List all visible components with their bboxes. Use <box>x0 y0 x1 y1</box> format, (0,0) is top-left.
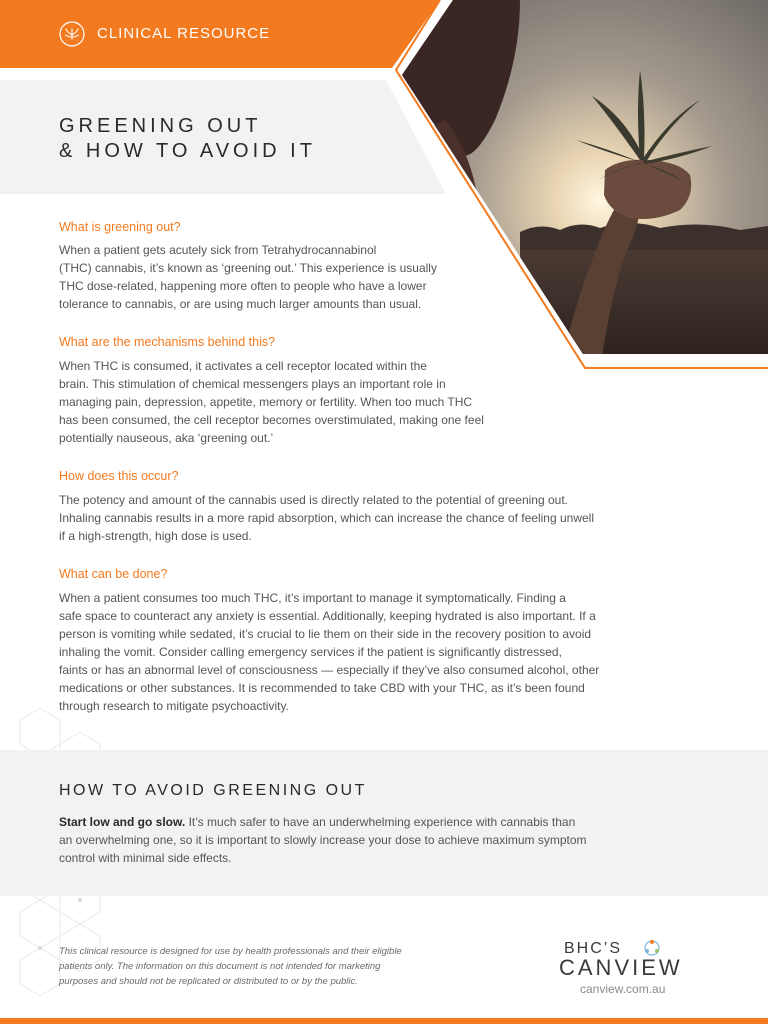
avoid-line-1 <box>59 813 587 831</box>
body-line: through research to mitigate psychoactivity. <box>59 699 289 713</box>
body-line: potentially nauseous, aka ‘greening out.’ <box>59 431 274 445</box>
page-title-line-1: GREENING OUT <box>59 115 262 137</box>
body-line: When THC is consumed, it activates a cell receptor located within the <box>59 359 427 373</box>
disclaimer <box>59 944 402 989</box>
brand-url: canview.com.au <box>580 982 666 996</box>
body-line: has been consumed, the cell receptor becomes overstimulated, making one feel <box>59 413 484 427</box>
body-line: Inhaling cannabis results in a more rapid absorption, which can increase the chance of feeling unwell <box>59 511 594 525</box>
body-line: (THC) cannabis, it’s known as ‘greening out.’ This experience is usually <box>59 261 437 275</box>
page-title-line-2: & HOW TO AVOID IT <box>59 140 316 162</box>
section-heading-how-occur: How does this occur? <box>59 469 179 483</box>
disclaimer-line: purposes and should not be replicated or distributed to or by the public. <box>59 976 358 987</box>
body-line: tolerance to cannabis, or are using much larger amounts than usual. <box>59 297 422 311</box>
avoid-line-1-rest: It’s much safer to have an underwhelming experience with cannabis than <box>185 815 576 829</box>
disclaimer-line: patients only. The information on this document is not intended for marketing <box>59 961 381 972</box>
section-body-what-done <box>59 589 599 715</box>
body-line: managing pain, depression, appetite, memory or fertility. When too much THC <box>59 395 473 409</box>
section-heading-what-done: What can be done? <box>59 567 168 581</box>
section-body-how-occur <box>59 491 594 545</box>
banner-label: CLINICAL RESOURCE <box>97 25 271 42</box>
body-line: When a patient gets acutely sick from Tetrahydrocannabinol <box>59 243 377 257</box>
body-line: brain. This stimulation of chemical messengers plays an important role in <box>59 377 446 391</box>
disclaimer-line: This clinical resource is designed for use by health professionals and their eligible <box>59 946 402 957</box>
body-line: When a patient consumes too much THC, it’s important to manage it symptomatically. Finding a <box>59 591 566 605</box>
section-heading-what-is: What is greening out? <box>59 220 181 234</box>
brand-logo-top: BHC’S <box>564 940 623 957</box>
avoid-line-2: an overwhelming one, so it is important to slowly increase your dose to achieve maximum symptom <box>59 833 587 847</box>
section-body-mechanisms <box>59 357 484 447</box>
body-line: if a high-strength, high dose is used. <box>59 529 252 543</box>
hero-photo <box>0 0 768 370</box>
avoid-lead: Start low and go slow. <box>59 815 186 829</box>
avoid-section-title: HOW TO AVOID GREENING OUT <box>59 782 367 799</box>
body-line: inhaling the vomit. Consider calling emergency services if the patient is significantly distressed, <box>59 645 562 659</box>
avoid-line-3: control with minimal side effects. <box>59 851 232 865</box>
section-heading-mechanisms: What are the mechanisms behind this? <box>59 335 276 349</box>
footer-accent-bar <box>0 1018 768 1024</box>
body-line: safe space to counteract any anxiety is essential. Additionally, keeping hydrated is also important. If a <box>59 609 596 623</box>
body-line: person is vomiting while sedated, it’s crucial to lie them on their side in the recovery position to avoid <box>59 627 592 641</box>
body-line: faints or has an abnormal level of consciousness — especially if they’ve also consumed alcohol, other <box>59 663 600 677</box>
body-line: medications or other substances. It is recommended to take CBD with your THC, as it’s been found <box>59 681 585 695</box>
body-line: THC dose-related, happening more often to people who have a lower <box>59 279 427 293</box>
section-body-what-is <box>59 241 437 313</box>
avoid-section-body <box>59 813 587 867</box>
brand-logo-main: CANVIEW <box>559 955 683 980</box>
body-line: The potency and amount of the cannabis used is directly related to the potential of greening out. <box>59 493 568 507</box>
